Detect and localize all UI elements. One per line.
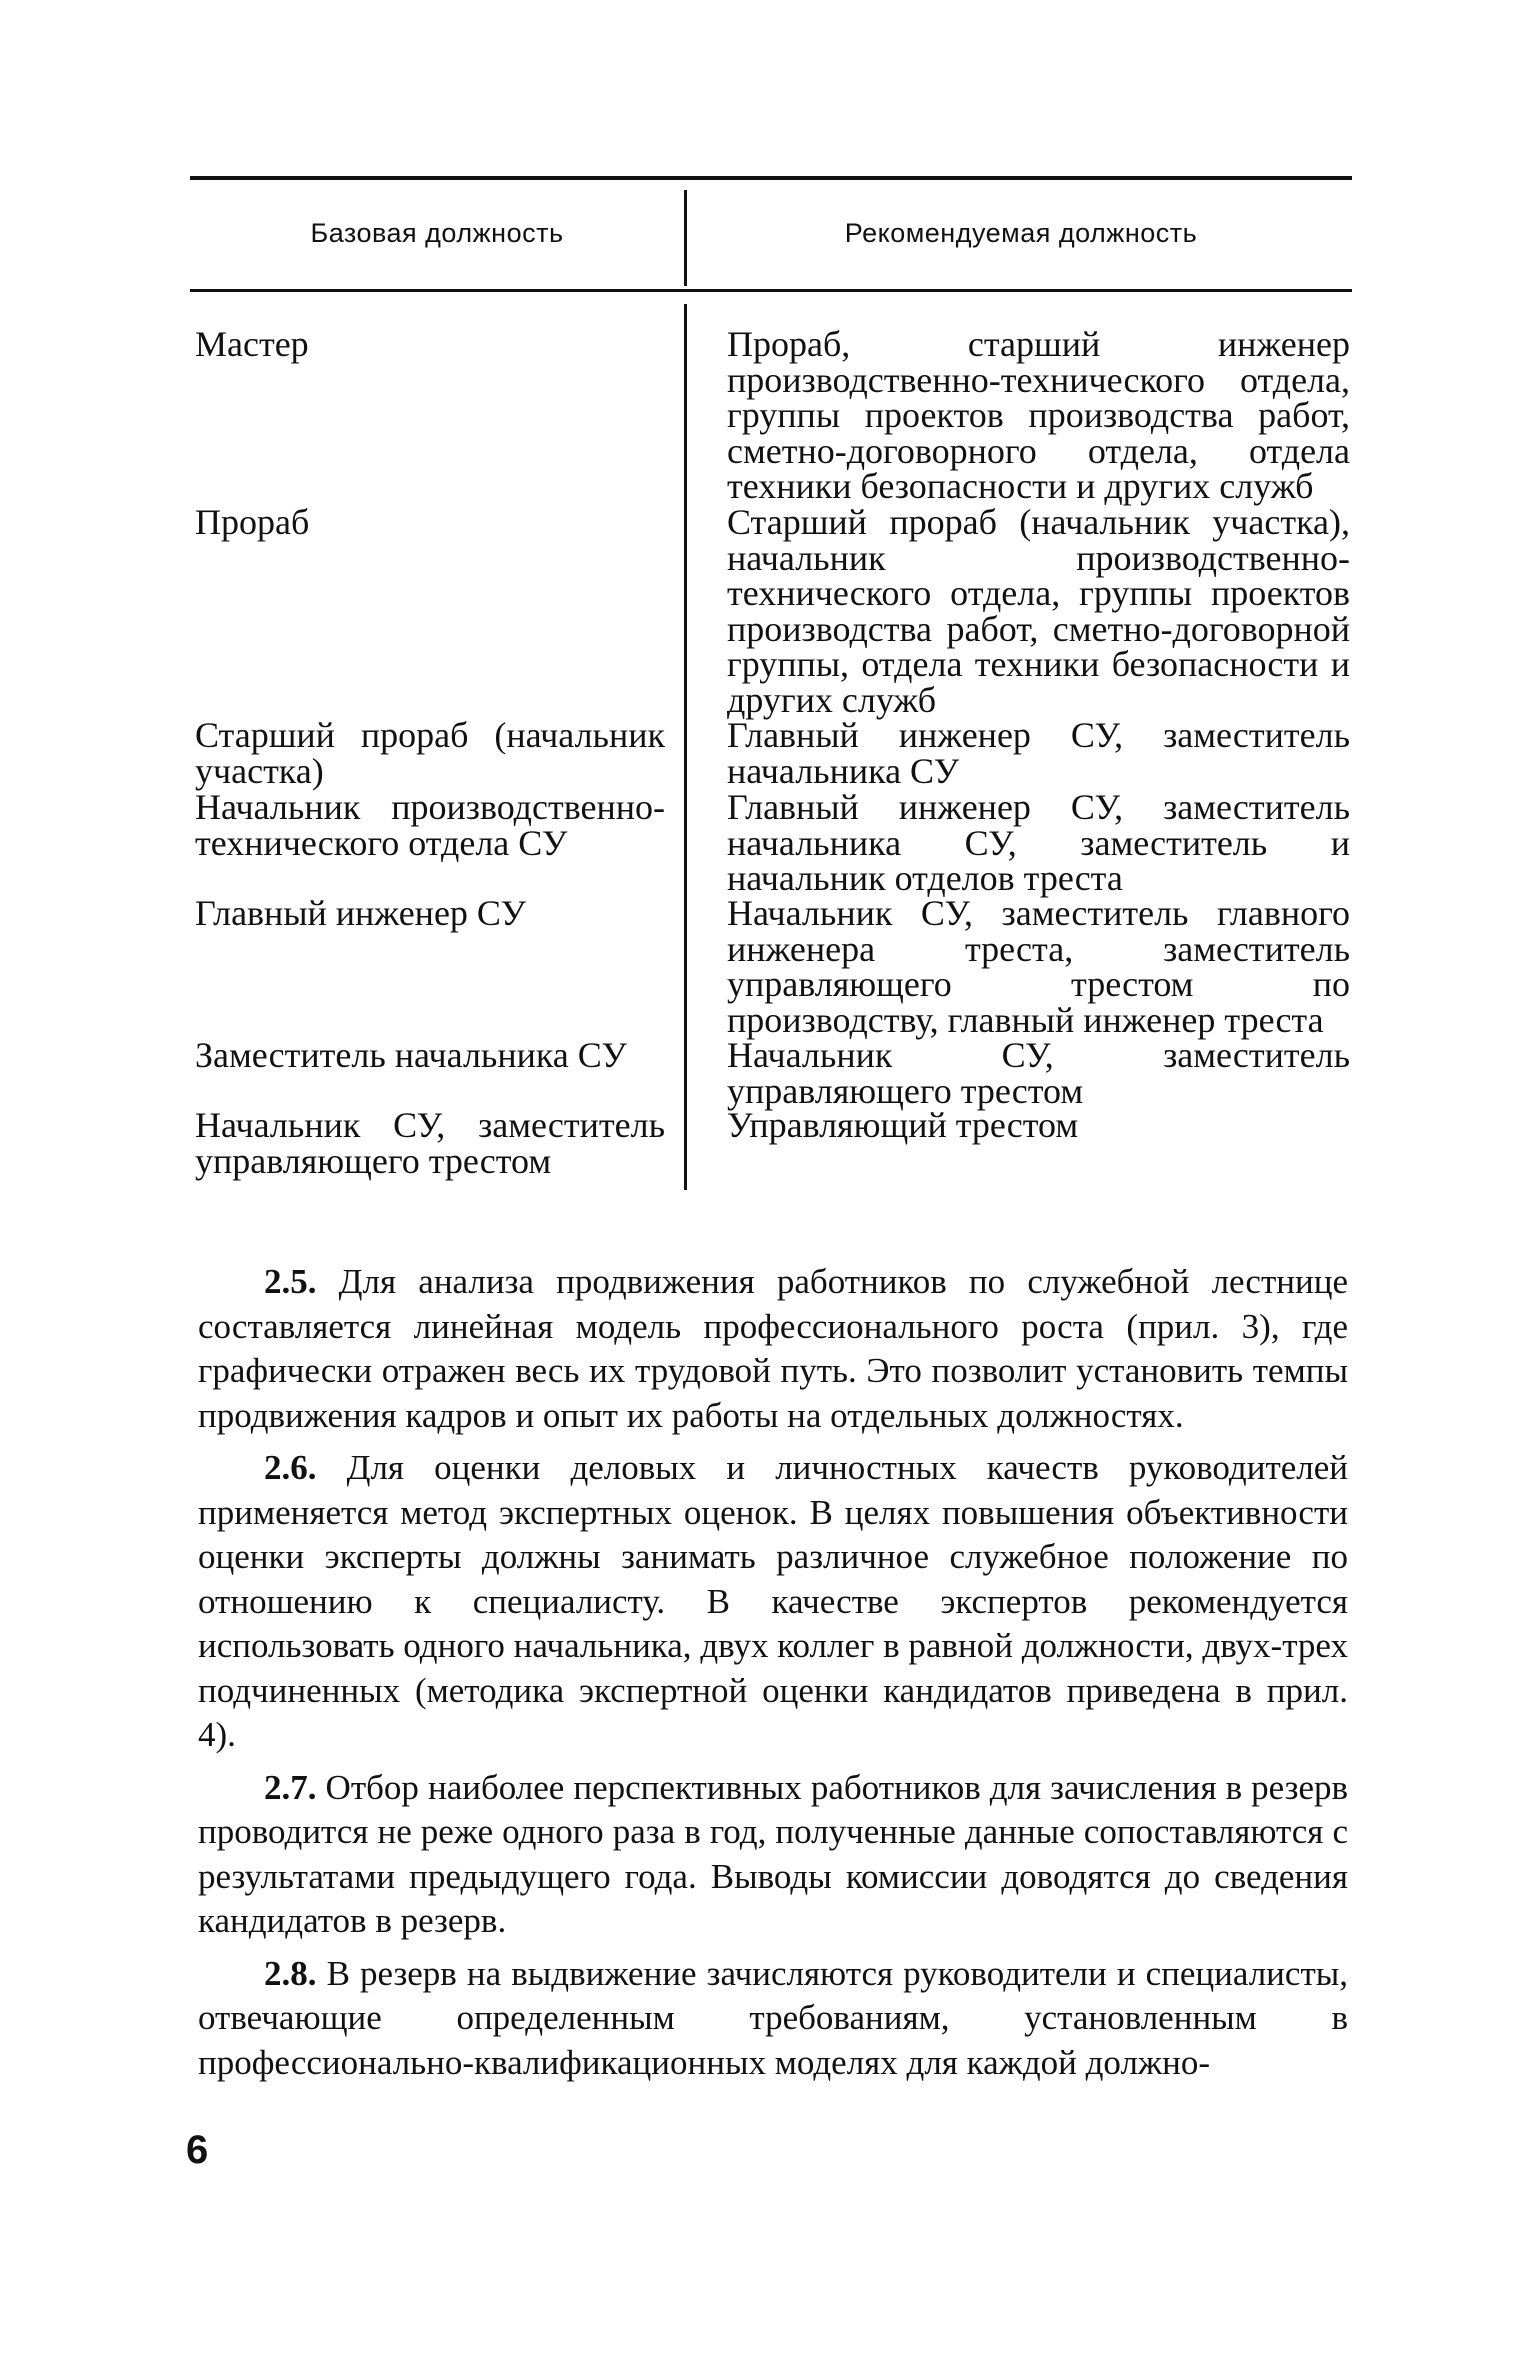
paragraph	[198, 1952, 1348, 2086]
table-cell-recommended: Начальник СУ, заместитель главного инженера треста, заместитель управляющего трестом по производству, главный инженер треста	[727, 893, 1350, 1040]
paragraph	[198, 1260, 1348, 1438]
table-cell-base: Прораб	[195, 502, 310, 542]
paragraph-text: Для анализа продвижения работников по служебной лестнице составляется линейная модель профессионального роста (прил. 3), где графически отражен весь их трудовой путь. Это позволит установить темпы продвижения кадров и опыт их работы на отдельных должностях.	[198, 1262, 1348, 1435]
paragraph-text: Для оценки деловых и личностных качеств руководителей применяется метод экспертных оценок. В целях повышения объективности оценки эксперты должны занимать различное служебное положение по отношению к специалисту. В качестве экспертов рекомендуется использовать одного начальника, двух коллег в равной должности, двух-трех подчиненных (методика экспертной оценки кандидатов приведена в прил. 4).	[198, 1448, 1348, 1754]
header-recommended-position: Рекомендуемая должность	[844, 218, 1198, 248]
paragraph-number: 2.7.	[264, 1767, 317, 1807]
paragraph	[198, 1766, 1348, 1944]
table-cell-base: Заместитель начальника СУ	[195, 1035, 627, 1075]
table-cell-base: Старший прораб (начальник участка)	[195, 715, 665, 791]
paragraph-number: 2.5.	[264, 1262, 317, 1301]
paragraph-number: 2.8.	[264, 1953, 317, 1993]
table-cell-recommended: Главный инженер СУ, заместитель начальника СУ	[727, 715, 1350, 791]
paragraph-text: В резерв на выдвижение зачисляются руководители и специалисты, отвечающие определенным требованиям, установленным в профессионально-квалификационных моделях для каждой должно-	[198, 1953, 1349, 2082]
paragraph-text: Отбор наиболее перспективных работников для зачисления в резерв проводится не реже одного раза в год, полученные данные сопоставляются с результатами предыдущего года. Выводы комиссии доводятся до сведения кандидатов в резерв.	[198, 1767, 1349, 1940]
table-cell-recommended: Старший прораб (начальник участка), начальник производственно-технического отдела, группы проектов производства работ, сметно-договорной группы, отдела техники безопасности и других служб	[727, 502, 1350, 720]
table-cell-recommended: Главный инженер СУ, заместитель начальника СУ, заместитель и начальник отделов треста	[727, 787, 1350, 898]
table-header-rule	[190, 289, 1352, 292]
table-cell-base: Мастер	[195, 324, 309, 364]
table-cell-base: Главный инженер СУ	[195, 893, 526, 933]
paragraph-number: 2.6.	[264, 1448, 317, 1487]
page-number: 6	[186, 2128, 209, 2172]
table-cell-base: Начальник производственно-технического отдела СУ	[195, 787, 665, 863]
table-top-rule	[190, 176, 1352, 180]
table-column-divider	[684, 190, 687, 1190]
table-cell-base: Начальник СУ, заместитель управляющего трестом	[195, 1105, 665, 1181]
table-cell-recommended: Прораб, старший инженер производственно-технического отдела, группы проектов производства работ, сметно-договорного отдела, отдела техники безопасности и других служб	[727, 324, 1350, 506]
paragraph	[198, 1446, 1348, 1758]
table-cell-recommended: Начальник СУ, заместитель управляющего трестом	[727, 1035, 1350, 1111]
header-base-position: Базовая должность	[310, 218, 564, 248]
table-cell-recommended: Управляющий трестом	[727, 1105, 1079, 1145]
body-text	[198, 1260, 1348, 2093]
